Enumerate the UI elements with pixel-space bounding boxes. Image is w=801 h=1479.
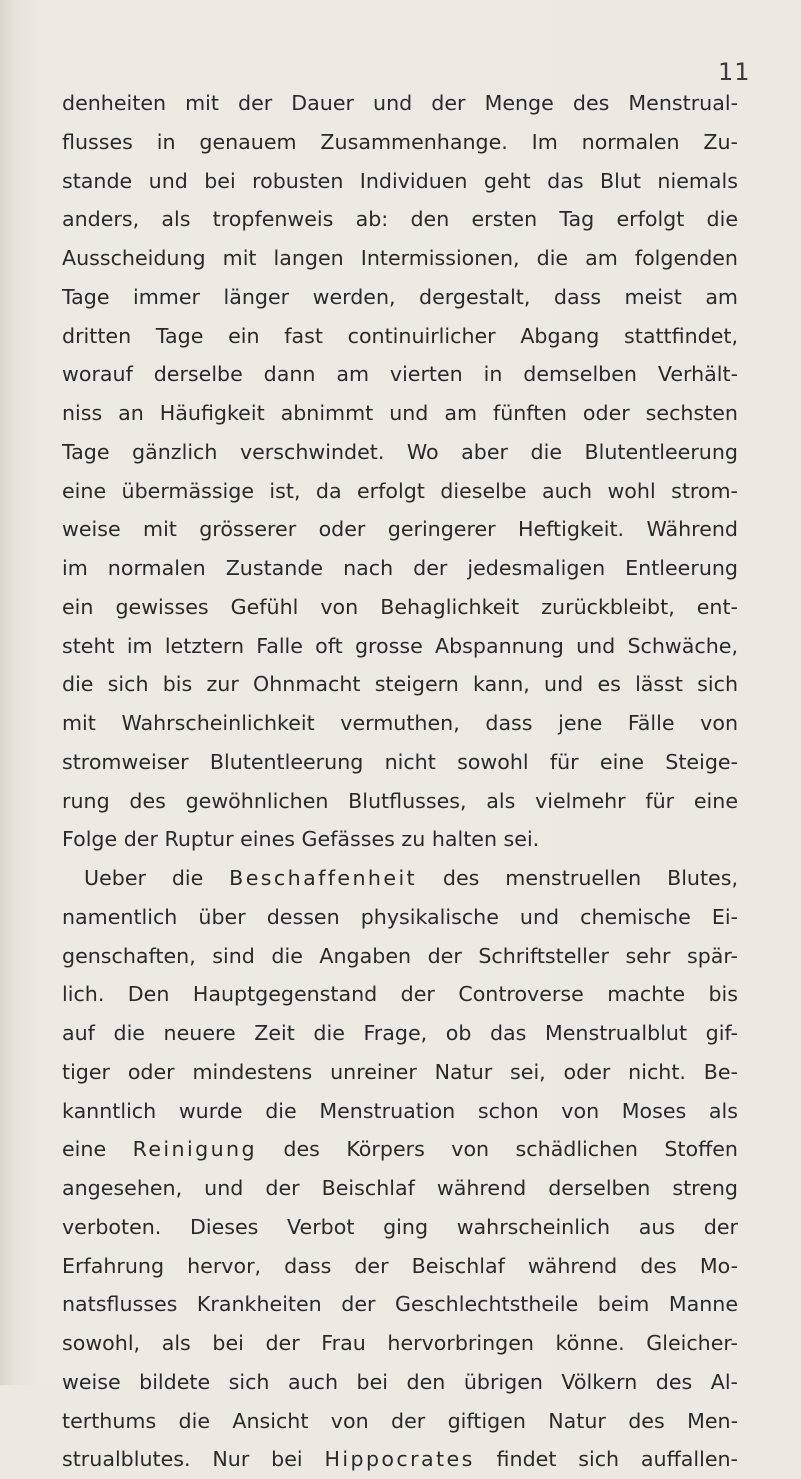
text-line: rung des gewöhnlichen Blutflusses, als vielmehr für eine [62,788,738,813]
text-line [62,1440,738,1479]
text-line: dritten Tage ein fast continuirlicher Abgang stattfindet, [62,323,738,348]
text-line: niss an Häufigkeit abnimmt und am fünften oder sechsten [62,401,738,425]
text-line: steht im letztern Falle oft grosse Abspannung und Schwäche, [62,633,738,658]
text-line: tiger oder mindestens unreiner Natur sei, oder nicht. Be- [62,1059,738,1084]
text-line: Ausscheidung mit langen Intermissionen, die am folgenden [62,246,738,270]
paragraph-end-line: Folge der Ruptur eines Gefässes zu halten sei. [62,827,540,852]
text-line: ein gewisses Gefühl von Behaglichkeit zurückbleibt, ent- [62,594,738,619]
text-line: namentlich über dessen physikalische und chemische Ei- [62,904,738,929]
text-line: natsflusses Krankheiten der Geschlechtstheile beim Manne [62,1292,738,1317]
text-line: weise bildete sich auch bei den übrigen Völkern des Al- [62,1369,738,1394]
text-line: terthums die Ansicht von der giftigen Natur des Men- [62,1408,738,1433]
text-line: angesehen, und der Beischlaf während derselben streng [62,1176,738,1200]
text-line: sowohl, als bei der Frau hervorbringen könne. Gleicher- [62,1331,738,1355]
text-line: Tage gänzlich verschwindet. Wo aber die Blutentleerung [62,439,738,464]
text-line: verboten. Dieses Verbot ging wahrscheinlich aus der [62,1214,738,1239]
text-line: Erfahrung hervor, dass der Beischlaf während des Mo- [62,1253,738,1278]
text-line: im normalen Zustande nach der jedesmaligen Entleerung [62,556,738,580]
text-span: findet sich auffallen- [474,1447,738,1472]
text-line [62,1130,738,1169]
text-line: auf die neuere Zeit die Frage, ob das Menstrualblut gif- [62,1021,738,1045]
spaced-emphasis: Hippocrates [324,1447,475,1472]
text-line: anders, als tropfenweis ab: den ersten Tag erfolgt die [62,207,738,232]
paragraph-start-line [62,859,738,898]
text-line: worauf derselbe dann am vierten in demselben Verhält- [62,362,738,387]
text-span: strualblutes. Nur bei [62,1447,325,1472]
body-text [62,84,738,1479]
text-line: stande und bei robusten Individuen geht das Blut niemals [62,168,738,193]
text-span: des menstruellen Blutes, [417,866,738,890]
text-line: die sich bis zur Ohnmacht steigern kann, und es lässt sich [62,672,738,697]
text-line: mit Wahrscheinlichkeit vermuthen, dass jene Fälle von [62,711,738,735]
text-line: genschaften, sind die Angaben der Schriftsteller sehr spär- [62,943,738,968]
text-line: flusses in genauem Zusammenhange. Im normalen Zu- [62,129,738,154]
text-line: kanntlich wurde die Menstruation schon von Moses als [62,1098,738,1123]
text-line: Tage immer länger werden, dergestalt, dass meist am [62,284,738,309]
text-line: eine übermässige ist, da erfolgt dieselbe auch wohl strom- [62,478,738,503]
text-span: des Körpers von schädlichen Stoffen [256,1137,738,1162]
spaced-emphasis: Reinigung [132,1137,257,1162]
text-line: denheiten mit der Dauer und der Menge des Menstrual- [62,91,738,115]
spaced-emphasis: Beschaffenheit [229,866,418,890]
text-span: Ueber die [84,866,230,890]
text-span: eine [62,1137,133,1162]
text-line: lich. Den Hauptgegenstand der Controverse machte bis [62,982,738,1007]
text-line: stromweiser Blutentleerung nicht sowohl für eine Steige- [62,749,738,774]
text-line: weise mit grösserer oder geringerer Heftigkeit. Während [62,517,738,542]
page-number: 11 [718,58,751,86]
